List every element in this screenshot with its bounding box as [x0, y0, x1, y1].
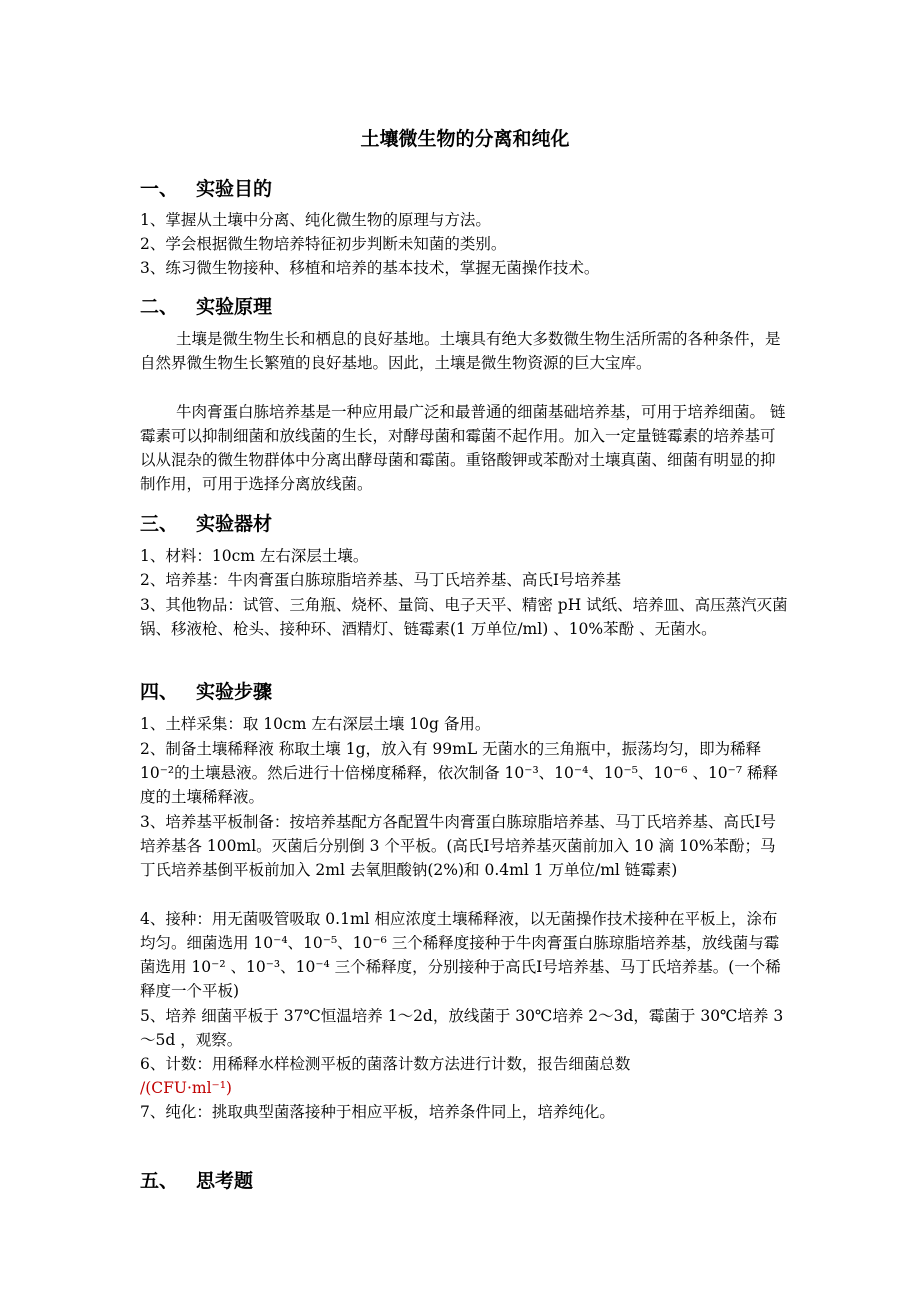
unit-label: /(CFU·ml⁻¹)	[140, 1079, 232, 1097]
section-heading-questions	[140, 1166, 253, 1193]
section-title: 实验目的	[196, 178, 273, 200]
section-title: 实验器材	[196, 513, 273, 535]
section-number: 三、	[140, 513, 179, 535]
purpose-item: 2、学会根据微生物培养特征初步判断未知菌的类别。	[140, 235, 507, 253]
section-number: 四、	[140, 681, 179, 703]
section-heading-purpose	[140, 174, 272, 201]
section-heading-materials	[140, 509, 272, 536]
procedure-step: 5、培养 细菌平板于 37℃恒温培养 1～2d，放线菌于 30℃培养 2～3d，霉菌于 30℃培养 3～5d ，观察。	[140, 1007, 784, 1049]
page-title: 土壤微生物的分离和纯化	[360, 128, 570, 150]
purpose-item: 1、掌握从土壤中分离、纯化微生物的原理与方法。	[140, 211, 491, 229]
section-number: 二、	[140, 296, 179, 318]
section-title: 思考题	[196, 1170, 254, 1192]
section-heading-procedure	[140, 677, 272, 704]
materials-item: 2、培养基：牛肉膏蛋白胨琼脂培养基、马丁氏培养基、高氏Ⅰ号培养基	[140, 571, 621, 589]
section-title: 实验步骤	[196, 681, 273, 703]
procedure-step: 2、制备土壤稀释液 称取土壤 1g，放入有 99mL 无菌水的三角瓶中，振荡均匀，即为稀释 10⁻²的土壤悬液。然后进行十倍梯度稀释，依次制备 10⁻³、10⁻⁴、10⁻⁵、10⁻⁶ 、10⁻⁷ 稀释度的土壤稀释液。	[140, 740, 778, 806]
principle-paragraph: 牛肉膏蛋白胨培养基是一种应用最广泛和最普通的细菌基础培养基，可用于培养细菌。 链霉素可以抑制细菌和放线菌的生长，对酵母菌和霉菌不起作用。加入一定量链霉素的培养基可以从混杂的微生物群体中分离出酵母菌和霉菌。重铬酸钾或苯酚对土壤真菌、细菌有明显的抑制作用，可用于选择分离放线菌。	[140, 403, 786, 493]
procedure-step: 3、培养基平板制备：按培养基配方各配置牛肉膏蛋白胨琼脂培养基、马丁氏培养基、高氏Ⅰ号培养基各 100ml。灭菌后分别倒 3 个平板。(高氏Ⅰ号培养基灭菌前加入 10 滴 10%苯酚；马丁氏培养基倒平板前加入 2ml 去氧胆酸钠(2%)和 0.4ml 1 万单位/ml 链霉素)	[140, 813, 776, 879]
procedure-step-text: 6、计数：用稀释水样检测平板的菌落计数方法进行计数，报告细菌总数	[140, 1055, 631, 1073]
section-heading-principle	[140, 292, 272, 319]
procedure-step: 4、接种：用无菌吸管吸取 0.1ml 相应浓度土壤稀释液，以无菌操作技术接种在平板上，涂布均匀。细菌选用 10⁻⁴、10⁻⁵、10⁻⁶ 三个稀释度接种于牛肉膏蛋白胨琼脂培养基，放线菌与霉菌选用 10⁻² 、10⁻³、10⁻⁴ 三个稀释度，分别接种于高氏Ⅰ号培养基、马丁氏培养基。(一个稀释度一个平板)	[140, 910, 781, 1000]
procedure-step: 7、纯化：挑取典型菌落接种于相应平板，培养条件同上，培养纯化。	[140, 1103, 615, 1121]
section-title: 实验原理	[196, 296, 273, 318]
section-number: 一、	[140, 178, 179, 200]
section-number: 五、	[140, 1170, 179, 1192]
principle-paragraph: 土壤是微生物生长和栖息的良好基地。土壤具有绝大多数微生物生活所需的各种条件，是自然界微生物生长繁殖的良好基地。因此，土壤是微生物资源的巨大宝库。	[140, 330, 781, 372]
materials-item: 3、其他物品：试管、三角瓶、烧杯、量筒、电子天平、精密 pH 试纸、培养皿、高压蒸汽灭菌锅、移液枪、枪头、接种环、酒精灯、链霉素(1 万单位/ml) 、10%苯酚 、无菌水。	[140, 596, 788, 638]
materials-item: 1、材料：10cm 左右深层土壤。	[140, 547, 369, 565]
purpose-item: 3、练习微生物接种、移植和培养的基本技术，掌握无菌操作技术。	[140, 259, 600, 277]
procedure-step: 1、土样采集：取 10cm 左右深层土壤 10g 备用。	[140, 715, 491, 733]
procedure-step	[140, 1052, 790, 1100]
